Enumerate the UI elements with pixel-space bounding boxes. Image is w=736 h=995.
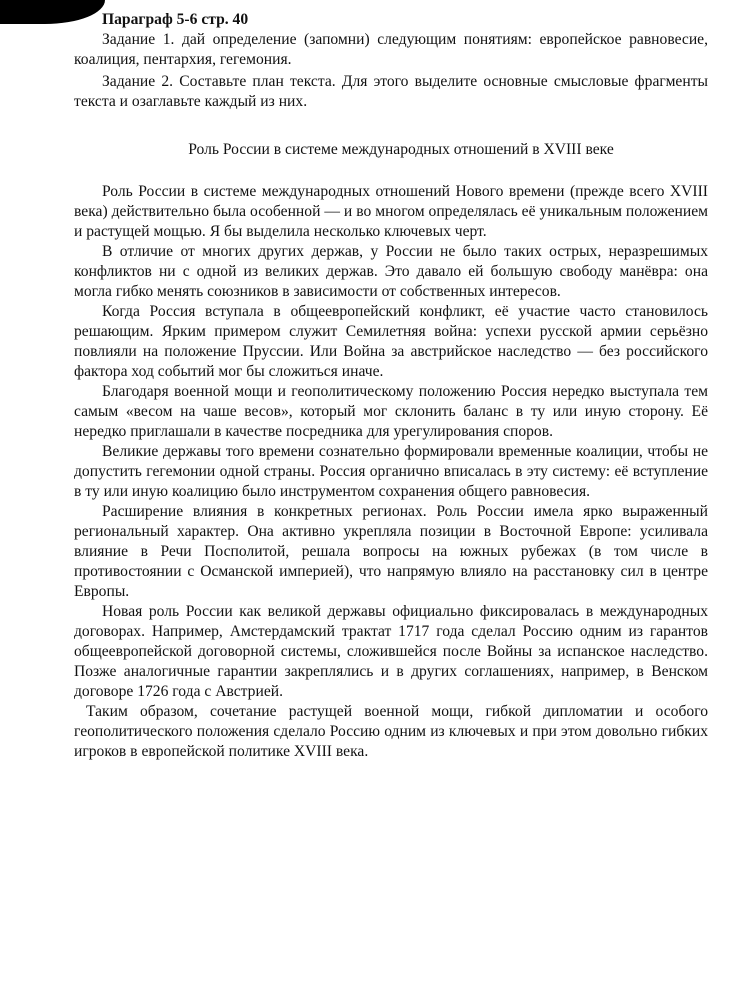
paragraph-6: Расширение влияния в конкретных регионах. Роль России имела ярко выраженный региональный характер. Она активно укрепляла позиции в Восточной Европе: усиливала влияние в Речи Посполитой, решала вопросы на южных рубежах (в том числе в противостоянии с Османской империей), что напрямую влияло на расстановку сил в центре Европы. bbox=[74, 503, 708, 600]
task-1: Задание 1. дай определение (запомни) следующим понятиям: европейское равновесие, коалиция, пентархия, гегемония. bbox=[74, 31, 708, 68]
text-title: Роль России в системе международных отношений в XVIII веке bbox=[188, 141, 614, 158]
task-2: Задание 2. Составьте план текста. Для этого выделите основные смысловые фрагменты текста и озаглавьте каждый из них. bbox=[74, 73, 708, 110]
section-heading: Параграф 5-6 стр. 40 bbox=[102, 11, 249, 28]
paragraph-4: Благодаря военной мощи и геополитическому положению Россия нередко выступала тем самым «весом на чаше весов», который мог склонить баланс в ту или иную сторону. Её нередко приглашали в качестве посредника для урегулирования споров. bbox=[74, 383, 708, 440]
paragraph-conclusion: Таким образом, сочетание растущей военной мощи, гибкой дипломатии и особого геополитического положения сделало Россию одним из ключевых и при этом довольно гибких игроков в европейской политике XVIII века. bbox=[74, 703, 708, 760]
paragraph-2: В отличие от многих других держав, у России не было таких острых, неразрешимых конфликтов ни с одной из великих держав. Это давало ей большую свободу манёвра: она могла гибко менять союзников в зависимости от собственных интересов. bbox=[74, 243, 708, 300]
paragraph-3: Когда Россия вступала в общеевропейский конфликт, её участие часто становилось решающим. Ярким примером служит Семилетняя война: успехи русской армии серьёзно повлияли на положение Пруссии. Или Война за австрийское наследство — без российского фактора ход событий мог бы сложиться иначе. bbox=[74, 303, 708, 380]
paragraph-7: Новая роль России как великой державы официально фиксировалась в международных договорах. Например, Амстердамский трактат 1717 года сделал Россию одним из гарантов общеевропейской договорной системы, сложившейся после Войны за испанское наследство. Позже аналогичные гарантии закреплялись и в других соглашениях, например, в Венском договоре 1726 года с Австрией. bbox=[74, 603, 708, 700]
paragraph-1: Роль России в системе международных отношений Нового времени (прежде всего XVIII века) действительно была особенной — и во многом определялась её уникальным положением и растущей мощью. Я бы выделила несколько ключевых черт. bbox=[74, 183, 708, 240]
paragraph-5: Великие державы того времени сознательно формировали временные коалиции, чтобы не допустить гегемонии одной страны. Россия органично вписалась в эту систему: её вступление в ту или иную коалицию было инструментом сохранения общего равновесия. bbox=[74, 443, 708, 500]
document-content bbox=[74, 10, 708, 762]
